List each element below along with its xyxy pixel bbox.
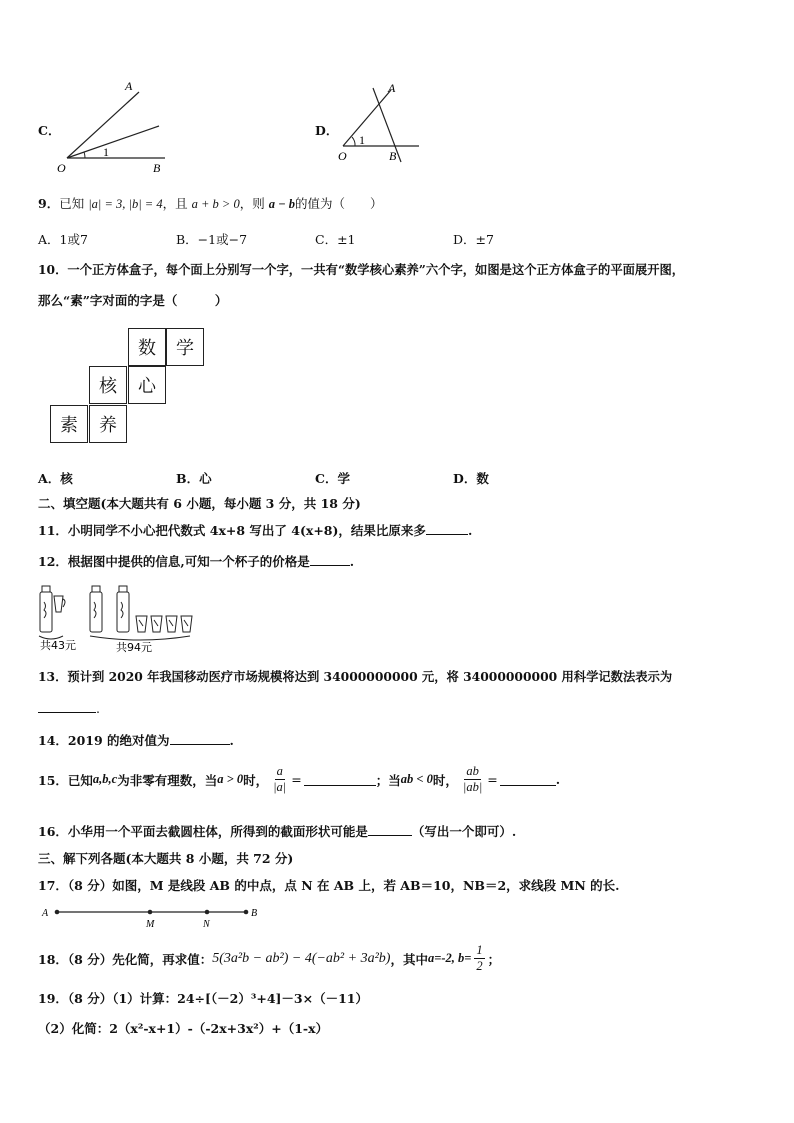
cup-icon xyxy=(166,616,177,632)
label-n: N xyxy=(203,919,210,930)
cup-icon xyxy=(181,616,192,632)
angle-figure-c xyxy=(55,80,180,175)
q9-option-d: D．±7 xyxy=(453,232,494,247)
caption-group-2: 共94元 xyxy=(116,641,152,654)
question-17: 17．（8 分）如图，M 是线段 AB 的中点，点 N 在 AB 上，若 AB＝10，NB＝2，求线段 MN 的长. xyxy=(38,878,620,893)
label-a: A xyxy=(125,80,133,93)
thermos-icon xyxy=(117,586,129,632)
label-b: B xyxy=(153,161,161,175)
q9-option-b: B．−1或−7 xyxy=(176,232,248,247)
label-o: O xyxy=(57,161,66,175)
q10-option-a: A．核 xyxy=(38,471,73,486)
cup-icon xyxy=(136,616,147,632)
point-b xyxy=(244,910,249,915)
label-angle-1: 1 xyxy=(103,145,109,159)
point-a xyxy=(55,910,60,915)
net-cell-he: 核 xyxy=(89,366,127,404)
question-16: 16．小华用一个平面去截圆柱体，所得到的截面形状可能是 （写出一个即可）. xyxy=(38,824,517,839)
q10-option-b: B．心 xyxy=(176,471,212,486)
caption-group-1: 共43元 xyxy=(40,639,76,652)
option-d-label: D． xyxy=(315,123,339,138)
point-n xyxy=(205,910,210,915)
option-c-label: C． xyxy=(38,123,61,138)
cup-icon xyxy=(151,616,162,632)
transversal xyxy=(373,88,401,162)
net-cell-yang: 养 xyxy=(89,405,127,443)
net-cell-xue: 学 xyxy=(166,328,204,366)
section-3-heading: 三、解下列各题(本大题共 8 小题，共 72 分) xyxy=(38,851,294,866)
question-13: 13．预计到 2020 年我国移动医疗市场规模将达到 34000000000 元，将 34000000000 用科学记数法表示为 xyxy=(38,669,673,684)
thermos-icon xyxy=(40,586,52,632)
net-cell-su: 素 xyxy=(50,405,88,443)
question-18: 18．（8 分）先化简，再求值： 5(3a²b − ab²) − 4(−ab² + 3a²b) ，其中 a=-2, b= $\frac{1}{2}$ ； xyxy=(38,943,501,973)
net-cell-xin: 心 xyxy=(128,366,166,404)
question-14: 14．2019 的绝对值为 . xyxy=(38,733,234,748)
q9-option-a: A．1或7 xyxy=(38,232,88,247)
question-10-line2: 那么“素”字对面的字是（ ） xyxy=(38,293,228,308)
angle-figure-d xyxy=(335,80,425,165)
question-12: 12．根据图中提供的信息,可知一个杯子的价格是 . xyxy=(38,554,355,569)
point-m xyxy=(148,910,153,915)
label-b: B xyxy=(251,908,258,919)
ray-middle xyxy=(67,126,159,158)
q9-option-c: C．±1 xyxy=(315,232,356,247)
thermos-cups-figure xyxy=(36,578,196,658)
question-19-part1: 19．（8 分）（1）计算：24÷[（－2）³+4]－3×（－11） xyxy=(38,991,368,1006)
q10-option-d: D．数 xyxy=(453,471,489,486)
segment-ab-figure xyxy=(38,902,268,932)
thermos-icon xyxy=(90,586,102,632)
section-2-heading: 二、填空题(本大题共有 6 小题，每小题 3 分，共 18 分) xyxy=(38,496,361,511)
q13-answer-blank: . xyxy=(38,700,100,716)
label-o: O xyxy=(338,149,347,163)
label-b: B xyxy=(389,149,397,163)
question-11: 11．小明同学不小心把代数式 4x+8 写出了 4(x+8)，结果比原来多 . xyxy=(38,523,473,538)
q10-option-c: C．学 xyxy=(315,471,350,486)
label-a: A xyxy=(42,908,49,919)
label-a: A xyxy=(388,81,396,95)
net-cell-shu: 数 xyxy=(128,328,166,366)
question-19-part2: （2）化简：2（x²-x+1）-（-2x+3x²）+（1-x） xyxy=(38,1021,329,1036)
label-angle-1: 1 xyxy=(359,133,365,147)
question-9: 9．已知 |a| = 3, |b| = 4，且 a + b > 0，则 a − b的值为（ ） xyxy=(38,196,383,211)
question-15: 15．已知 a,b,c 为非零有理数，当 a > 0 时， $\frac{a}{|a|}$ = ；当 ab < 0 时， $\frac{ab}{|ab|}$ = . xyxy=(38,764,561,794)
label-m: M xyxy=(146,919,155,930)
cup-icon xyxy=(54,596,65,612)
question-10-line1: 10．一个正方体盒子，每个面上分别写一个字，一共有“数学核心素养”六个字，如图是这个正方体盒子的平面展开图， xyxy=(38,262,685,277)
